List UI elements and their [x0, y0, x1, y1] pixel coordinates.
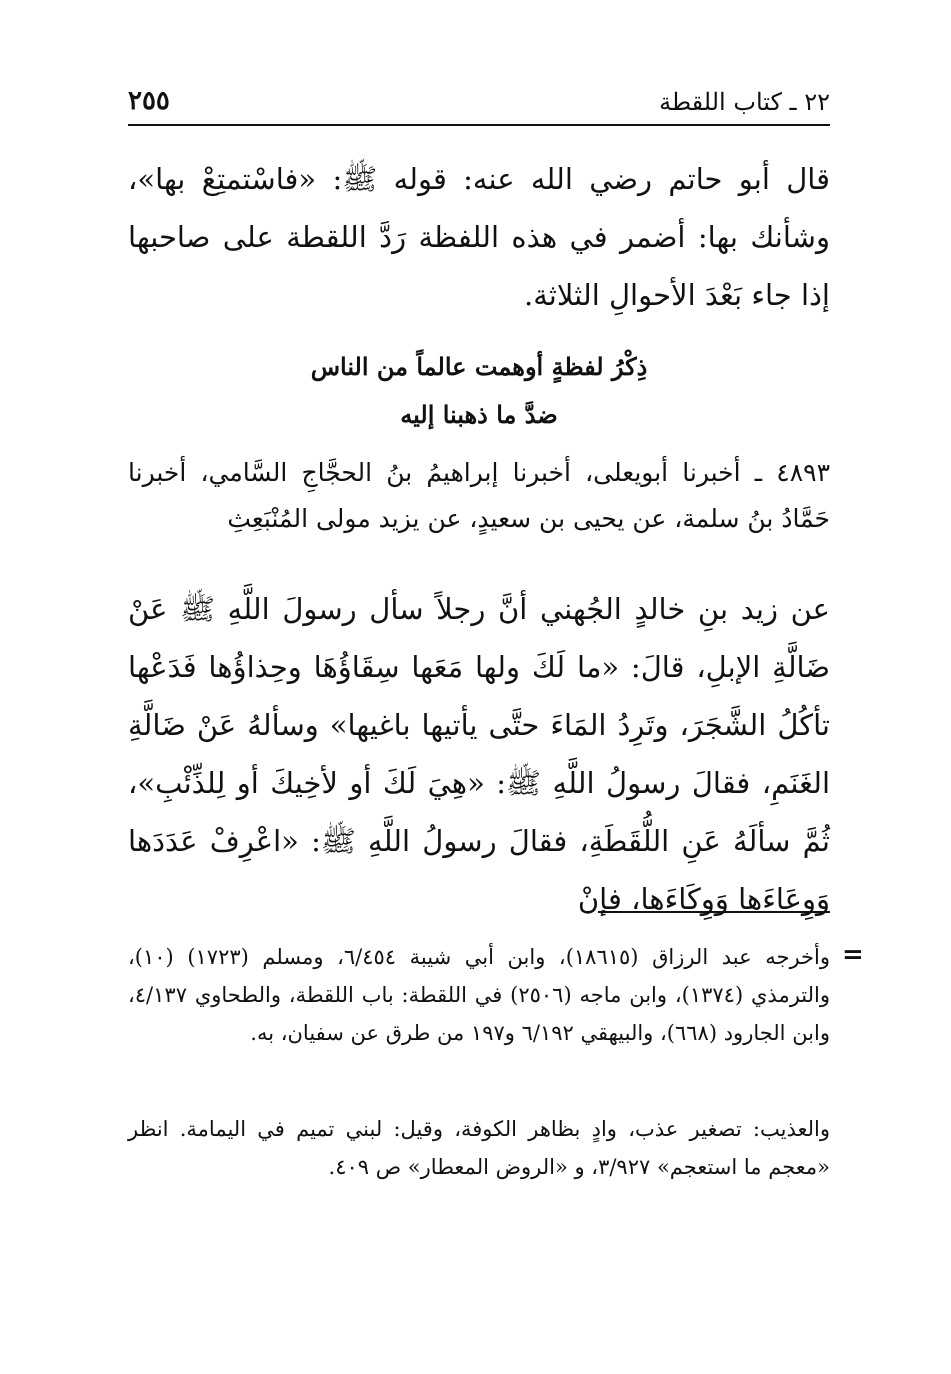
footnote-2: والعذيب: تصغير عذب، وادٍ بظاهر الكوفة، وقيل: لبني تميم في اليمامة. انظر «معجم ما استعجم» ٣/٩٢٧، و «الروض المعطار» ص ٤٠٩.	[128, 1117, 830, 1179]
hadith-isnad: ٤٨٩٣ ـ أخبرنا أبويعلى، أخبرنا إبراهيمُ بنُ الحجَّاجِ السَّامي، أخبرنا حَمَّادُ بنُ سلمة، عن يحيى بن سعيدٍ، عن يزيد مولى المُنْبَعِثِ	[128, 458, 830, 533]
page-number: ٢٥٥	[128, 86, 170, 116]
footnote-separator	[598, 911, 830, 913]
hadith-matn: عن زيد بنِ خالدٍ الجُهني أنَّ رجلاً سأل رسولَ اللَّهِ ﷺ عَنْ ضَالَّةِ الإبلِ، قالَ: «ما لَكَ ولها مَعَها سِقَاؤُهَا وحِذاؤُها فَدَعْها تأكُلُ الشَّجَرَ، وتَرِدُ المَاءَ حتَّى يأتيها باغيها» وسألهُ عَنْ ضَالَّةِ الغَنَمِ، فقالَ رسولُ اللَّهِ ﷺ: «هِيَ لَكَ أو لأخِيكَ أو لِلذِّئْبِ»، ثُمَّ سألَهُ عَنِ اللُّقَطَةِ، فقالَ رسولُ اللَّهِ ﷺ: «اعْرِفْ عَدَدَها وَوِعَاءَها وَوِكَاءَها، فإنْ	[128, 592, 831, 916]
section-heading-line-2: ضدَّ ما ذهبنا إليه	[400, 400, 558, 429]
footnote-continuation-mark: =	[842, 940, 864, 970]
chapter-title: ٢٢ ـ كتاب اللقطة	[659, 88, 830, 116]
commentary-paragraph: قال أبو حاتم رضي الله عنه: قوله ﷺ: «فاسْتمتِعْ بها»، وشأنك بها: أضمر في هذه اللفظة رَدَّ اللقطة على صاحبها إذا جاء بَعْدَ الأحوالِ الثلاثة.	[128, 162, 830, 312]
footnote-1: وأخرجه عبد الرزاق (١٨٦١٥)، وابن أبي شيبة ٦/٤٥٤، ومسلم (١٧٢٣) (١٠)، والترمذي (١٣٧٤)، وابن ماجه (٢٥٠٦) في اللقطة: باب اللقطة، والطحاوي ٤/١٣٧، وابن الجارود (٦٦٨)، والبيهقي ٦/١٩٢ و١٩٧ من طرق عن سفيان، به.	[128, 945, 831, 1045]
section-heading-line-1: ذِكْرُ لفظةٍ أوهمت عالماً من الناس	[310, 352, 648, 381]
running-header	[128, 84, 830, 126]
